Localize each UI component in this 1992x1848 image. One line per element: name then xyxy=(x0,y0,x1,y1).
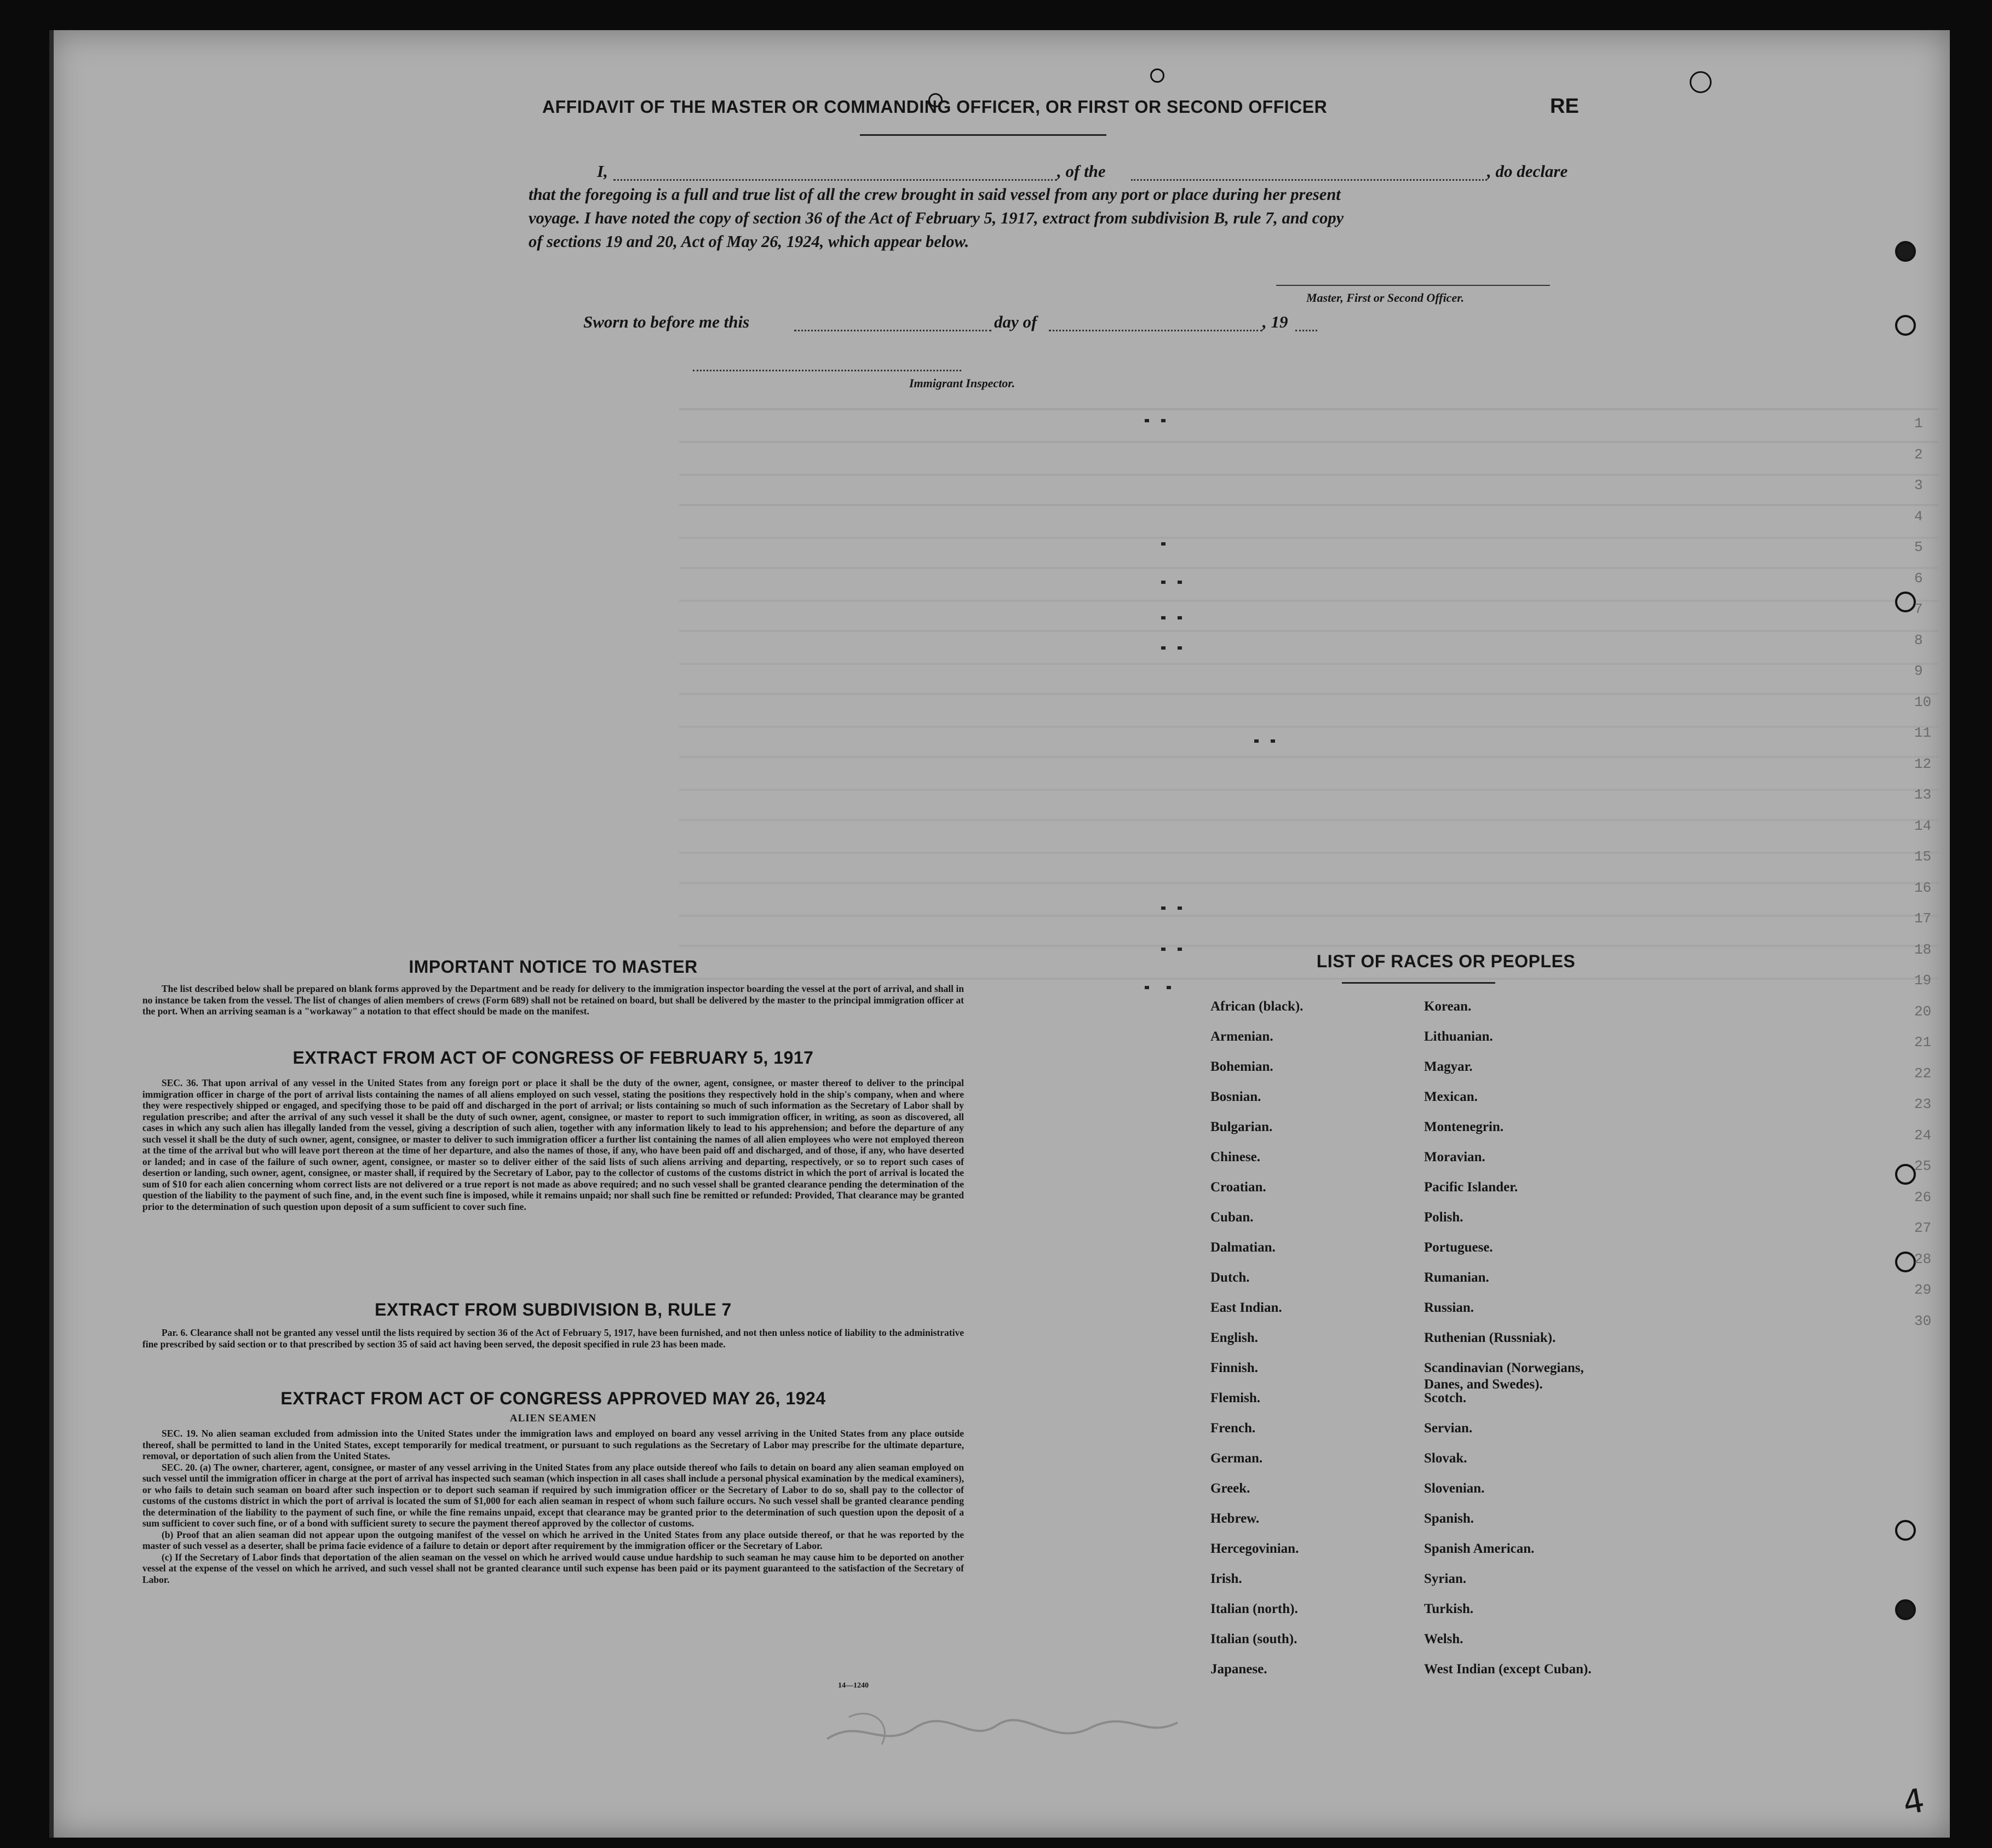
punch-hole xyxy=(1895,241,1916,262)
sworn-prefix: Sworn to before me this xyxy=(583,312,750,331)
race-item: Syrian. xyxy=(1424,1571,1467,1586)
punch-hole xyxy=(1895,592,1916,612)
race-item: Dalmatian. xyxy=(1210,1240,1276,1255)
signature-scrawl xyxy=(816,1695,1199,1761)
race-item: East Indian. xyxy=(1210,1300,1282,1315)
extract-1917-title: EXTRACT FROM ACT OF CONGRESS OF FEBRUARY 5, 1917 xyxy=(292,1048,814,1068)
race-item: English. xyxy=(1210,1330,1258,1345)
race-item: Servian. xyxy=(1424,1421,1473,1436)
race-item: Irish. xyxy=(1210,1571,1242,1586)
document-page xyxy=(49,30,1950,1838)
margin-number: 13 xyxy=(1914,787,1932,803)
margin-number: 1 xyxy=(1914,415,1923,432)
affidavit-declare: , do declare xyxy=(1487,162,1568,181)
extract-1924-body xyxy=(142,1428,964,1585)
margin-number: 10 xyxy=(1914,693,1932,710)
margin-number: 28 xyxy=(1914,1250,1932,1267)
corner-pencil-mark: 4 xyxy=(1900,1781,1927,1823)
notice-title: IMPORTANT NOTICE TO MASTER xyxy=(409,957,698,977)
margin-number: 5 xyxy=(1914,539,1923,555)
race-item: Polish. xyxy=(1424,1210,1463,1225)
margin-number: 15 xyxy=(1914,848,1932,865)
name-field-line[interactable] xyxy=(613,179,1057,181)
race-item: Armenian. xyxy=(1210,1029,1273,1044)
race-item: Croatian. xyxy=(1210,1180,1266,1195)
race-item: Bulgarian. xyxy=(1210,1120,1273,1134)
race-item: Montenegrin. xyxy=(1424,1120,1504,1134)
race-item: Pacific Islander. xyxy=(1424,1180,1518,1195)
inspector-caption: Immigrant Inspector. xyxy=(909,376,1015,390)
race-item: Slovenian. xyxy=(1424,1481,1485,1496)
affidavit-line-2: that the foregoing is a full and true list of all the crew brought in said vessel from any port or place during her present xyxy=(529,185,1341,204)
race-item: Finnish. xyxy=(1210,1361,1258,1375)
race-item: Spanish. xyxy=(1424,1511,1474,1526)
race-item: Dutch. xyxy=(1210,1270,1250,1285)
race-item: Greek. xyxy=(1210,1481,1250,1496)
races-left-column xyxy=(1210,998,1303,1691)
race-item: Korean. xyxy=(1424,999,1472,1014)
margin-number: 11 xyxy=(1914,725,1932,741)
race-item: Rumanian. xyxy=(1424,1270,1489,1285)
margin-number: 23 xyxy=(1914,1096,1932,1112)
form-number: 14—1240 xyxy=(838,1681,869,1690)
race-item: Hebrew. xyxy=(1210,1511,1260,1526)
sworn-month-line[interactable] xyxy=(1049,330,1262,331)
race-item: Scandinavian (Norwegians, Danes, and Swedes). xyxy=(1424,1361,1584,1392)
section-19-paragraph: SEC. 19. No alien seaman excluded from admission into the United States under the immigration laws and employed on board any vessel arriving in the United States from any place outside thereof, shall be permitted to land in the United States, except temporarily for medical treatment, or pursuant to such regulations as the Secretary of Labor may prescribe for the ultimate departure, removal, or deportation of such alien from the United States. xyxy=(142,1428,964,1461)
races-title-underline xyxy=(1342,982,1495,984)
race-item: German. xyxy=(1210,1451,1263,1466)
affidavit-title-fragment: RE xyxy=(1550,95,1579,118)
races-right-column xyxy=(1424,998,1592,1691)
race-item: Russian. xyxy=(1424,1300,1474,1315)
extract-rule7-body xyxy=(142,1327,964,1350)
race-item: Mexican. xyxy=(1424,1089,1478,1104)
sworn-day-of: day of xyxy=(994,312,1037,331)
section-20c-paragraph: (c) If the Secretary of Labor finds that deportation of the alien seaman on the vessel on which he arrived would cause undue hardship to such seaman he may cause him to be deported on another vessel at the expense of the vessel on which he arrived, and such vessel shall not be granted clearance until such expense has been paid or its payment guaranteed to the satisfaction of the Secretary of Labor. xyxy=(142,1551,964,1585)
race-item: Chinese. xyxy=(1210,1150,1260,1164)
margin-number: 4 xyxy=(1914,508,1923,525)
margin-number: 20 xyxy=(1914,1003,1932,1020)
race-item: Cuban. xyxy=(1210,1210,1254,1225)
notice-body xyxy=(142,983,964,1017)
margin-number: 29 xyxy=(1914,1282,1932,1298)
margin-number: 21 xyxy=(1914,1034,1932,1051)
master-signature-line[interactable] xyxy=(1276,285,1550,286)
punch-hole xyxy=(1895,1520,1916,1541)
race-item: Japanese. xyxy=(1210,1662,1267,1677)
race-item: Flemish. xyxy=(1210,1391,1260,1405)
affidavit-line-4: of sections 19 and 20, Act of May 26, 1924, which appear below. xyxy=(529,232,969,251)
sworn-year-line[interactable] xyxy=(1295,330,1317,331)
race-item: Ruthenian (Russniak). xyxy=(1424,1330,1556,1345)
margin-number: 16 xyxy=(1914,879,1932,896)
punch-hole xyxy=(1895,1252,1916,1272)
extract-1924-title: EXTRACT FROM ACT OF CONGRESS APPROVED MAY 26, 1924 xyxy=(280,1388,826,1408)
margin-number: 19 xyxy=(1914,972,1932,989)
margin-number: 9 xyxy=(1914,663,1923,679)
margin-number: 17 xyxy=(1914,910,1932,927)
affidavit-i: I, xyxy=(597,162,608,181)
race-item: Hercegovinian. xyxy=(1210,1541,1299,1556)
race-item: Bohemian. xyxy=(1210,1059,1273,1074)
race-item: Bosnian. xyxy=(1210,1089,1261,1104)
binding-edge xyxy=(49,30,54,1838)
master-caption: Master, First or Second Officer. xyxy=(1306,291,1465,305)
punch-hole xyxy=(1690,71,1712,93)
race-item: West Indian (except Cuban). xyxy=(1424,1662,1592,1677)
race-item: Welsh. xyxy=(1424,1632,1463,1646)
margin-number: 14 xyxy=(1914,817,1932,834)
race-item: Italian (north). xyxy=(1210,1602,1298,1616)
margin-number: 30 xyxy=(1914,1312,1932,1329)
race-item: Scotch. xyxy=(1424,1391,1467,1405)
margin-number: 18 xyxy=(1914,941,1932,958)
margin-number: 7 xyxy=(1914,601,1923,617)
race-item: Lithuanian. xyxy=(1424,1029,1493,1044)
alien-seamen-subtitle: ALIEN SEAMEN xyxy=(509,1413,597,1424)
punch-hole xyxy=(1150,68,1164,83)
sworn-year: , 19 xyxy=(1262,312,1288,331)
margin-number: 8 xyxy=(1914,632,1923,648)
race-item: African (black). xyxy=(1210,999,1304,1014)
section-36-paragraph: SEC. 36. That upon arrival of any vessel in the United States from any foreign port or place it shall be the duty of the owner, agent, consignee, or master thereof to deliver to the principal immigration officer in charge of the port of arrival lists containing the names of all aliens employed on such vessel, stating the positions they respectively hold in the ship's company, when and where they were respectively shipped or engaged, and specifying those to be paid off and discharged in the port of arrival; or lists containing so much of such information as the Secretary of Labor shall by regulation prescribe; and after the arrival of any such vessel it shall be the duty of such owner, agent, consignee, or master to report to such immigration officer, in writing, as soon as discovered, all cases in which any such alien has illegally landed from the vessel, giving a description of such alien, together with any information likely to lead to his apprehension; and before the departure of any such vessel it shall be the duty of such owner, agent, consignee, or master to deliver to such immigration officer a further list containing the names of all alien employees who were not employed thereon at the time of the arrival but who will leave port thereon at the time of her departure, and also the names of those, if any, who have been paid off and discharged, and of those, if any, who have deserted or landed; and in case of the failure of such owner, agent, consignee, or master so to deliver either of the said lists of such aliens arriving and departing, respectively, or so to report such cases of desertion or landing, such owner, agent, consignee, or master shall, if required by the Secretary of Labor, pay to the collector of customs of the customs district in which the port of arrival is located the sum of $10 for each alien concerning whom correct lists are not delivered or a true report is not made as above required; and no such vessel shall be granted clearance pending the determination of the question of the liability to the payment of such fine, and, in the event such fine is imposed, while it remains unpaid; nor shall such fine be remitted or refunded: Provided, That clearance may be granted prior to the determination of such question upon deposit of a sum sufficient to cover such fine. xyxy=(142,1077,964,1212)
margin-number: 26 xyxy=(1914,1189,1932,1206)
section-20a-paragraph: SEC. 20. (a) The owner, charterer, agent, consignee, or master of any vessel arriving in the United States from any place outside thereof who fails to detain on board any alien seaman employed on such vessel until the immigration officer in charge at the port of arrival has inspected such seaman (which inspection in all cases shall include a personal physical examination by the medical examiners), or who fails to detain such seaman on board after such inspection or to deport such seaman if required by such immigration officer or the Secretary of Labor to do so, shall pay to the collector of customs of the customs district in which the port of arrival is located the sum of $1,000 for each alien seaman in respect of whom such failure occurs. No such vessel shall be granted clearance pending the determination of the liability to the payment of such fine, or while the fine remains unpaid, except that clearance may be granted prior to the determination of such question upon the deposit of a sum sufficient to cover such fine, or of a bond with sufficient surety to secure the payment thereof approved by the collector of customs. xyxy=(142,1461,964,1529)
margin-number: 2 xyxy=(1914,446,1923,463)
race-item: Slovak. xyxy=(1424,1451,1467,1466)
margin-number: 6 xyxy=(1914,570,1923,587)
margin-number: 22 xyxy=(1914,1065,1932,1082)
race-item: Turkish. xyxy=(1424,1602,1474,1616)
margin-number: 24 xyxy=(1914,1127,1932,1144)
vessel-field-line[interactable] xyxy=(1131,179,1487,181)
extract-rule7-title: EXTRACT FROM SUBDIVISION B, RULE 7 xyxy=(375,1300,732,1319)
affidavit-of-the: , of the xyxy=(1057,162,1106,181)
race-item: Portuguese. xyxy=(1424,1240,1493,1255)
par-6-paragraph: Par. 6. Clearance shall not be granted any vessel until the lists required by section 36 of the Act of February 5, 1917, have been furnished, and not then unless notice of liability to the administrative fine prescribed by said section or to that prescribed by section 35 of said act having been served, the deposit specified in rule 23 has been made. xyxy=(142,1327,964,1350)
race-item: French. xyxy=(1210,1421,1256,1436)
punch-hole xyxy=(1895,1599,1916,1620)
race-item: Magyar. xyxy=(1424,1059,1473,1074)
margin-line-numbers xyxy=(1914,408,1947,1336)
margin-number: 12 xyxy=(1914,755,1932,772)
margin-number: 25 xyxy=(1914,1158,1932,1174)
extract-1917-body xyxy=(142,1077,964,1212)
races-title: LIST OF RACES OR PEOPLES xyxy=(1316,951,1576,971)
punch-hole xyxy=(1895,1164,1916,1185)
title-underline xyxy=(860,134,1106,136)
race-item: Italian (south). xyxy=(1210,1632,1298,1646)
notice-paragraph: The list described below shall be prepared on blank forms approved by the Department and be ready for delivery to the immigration inspector boarding the vessel at the port of arrival, and shall in no instance be taken from the vessel. The list of changes of alien members of crews (Form 689) shall not be retained on board, but shall be delivered by the master to the principal immigration officer at the port. When an arriving seaman is a "workaway" a notation to that effect should be made on the manifest. xyxy=(142,983,964,1017)
affidavit-line-3: voyage. I have noted the copy of section 36 of the Act of February 5, 1917, extract from subdivision B, rule 7, and copy xyxy=(529,209,1344,227)
race-item: Spanish American. xyxy=(1424,1541,1535,1556)
inspector-signature-line[interactable] xyxy=(693,370,961,371)
punch-hole xyxy=(1895,315,1916,336)
margin-number: 27 xyxy=(1914,1220,1932,1236)
race-item: Moravian. xyxy=(1424,1150,1485,1164)
affidavit-title: AFFIDAVIT OF THE MASTER OR COMMANDING OFFICER, OR FIRST OR SECOND OFFICER xyxy=(542,97,1328,117)
sworn-day-line[interactable] xyxy=(794,330,991,331)
section-20b-paragraph: (b) Proof that an alien seaman did not appear upon the outgoing manifest of the vessel on which he arrived in the United States from any place outside thereof, or that he was reported by the master of such vessel as a deserter, shall be prima facie evidence of a failure to detain or deport after requirement by the immigration officer or the Secretary of Labor. xyxy=(142,1529,964,1551)
margin-number: 3 xyxy=(1914,477,1923,493)
